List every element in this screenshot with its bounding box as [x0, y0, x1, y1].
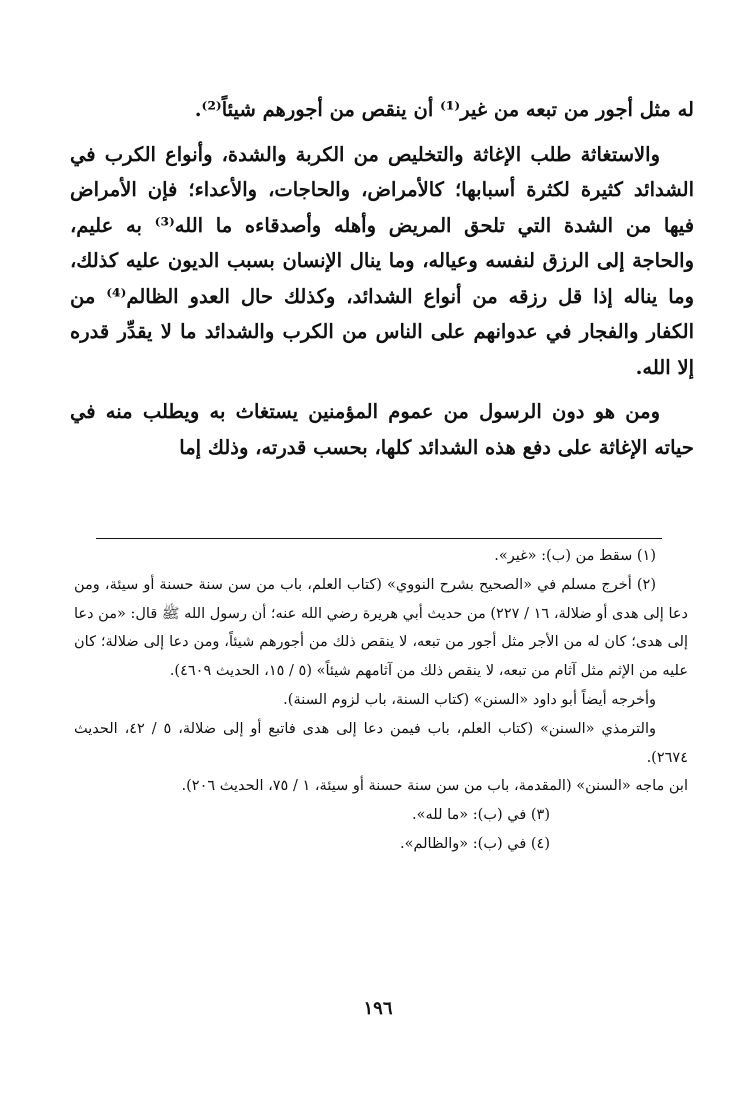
- footnote-4: (٤) في (ب): «والظالم».: [399, 835, 550, 852]
- footnote-divider: [96, 538, 662, 539]
- footnote-2: (٢) أخرج مسلم في «الصحيح بشرح النووي» (كتاب العلم، باب من سن سنة حسنة أو سيئة، ومن دعا إلى هدى أو ضلالة، ١٦ / ٢٢٧) من حديث أبي هريرة رضي الله عنه؛ أن رسول الله ﷺ قال: «من دعا إلى هدى؛ كان له من الأجر مثل أجور من تبعه، لا ينقص ذلك من أجورهم شيئاً، ومن دعا إلى ضلالة؛ كان عليه من الإثم مثل آثام من تبعه، لا ينقص ذلك من آثامهم شيئاً» (٥ / ١٥، الحديث ٤٦٠٩).: [74, 576, 688, 680]
- paragraph-below-rasul: ومن هو دون الرسول من عموم المؤمنين يستغاث به ويطلب منه في حياته الإغاثة على دفع هذه الشدائد كلها، بحسب قدرته، وذلك إما: [70, 400, 694, 459]
- footnote-2-abu-dawud: وأخرجه أيضاً أبو داود «السنن» (كتاب السنة، باب لزوم السنة).: [283, 691, 656, 708]
- footnote-2-ibn-majah: ابن ماجه «السنن» (المقدمة، باب من سن سنة حسنة أو سيئة، ١ / ٧٥، الحديث ٢٠٦).: [181, 778, 688, 795]
- footnote-1: (١) سقط من (ب): «غير».: [494, 548, 656, 564]
- footnote-3: (٣) في (ب): «ما لله».: [412, 807, 550, 824]
- page-number: ١٩٦: [363, 998, 393, 1019]
- paragraph-istighatha: والاستغاثة طلب الإغاثة والتخليص من الكربة والشدة، وأنواع الكرب في الشدائد كثيرة لكثرة أسبابها؛ كالأمراض، والحاجات، والأعداء؛ فإن الأمراض فيها من الشدة التي تلحق المريض وأهله وأصدقاءه ما الله⁽³⁾ به عليم، والحاجة إلى الرزق لنفسه وعياله، وما ينال الإنسان بسبب الديون عليه كذلك، وما يناله إذا قل رزقه من أنواع الشدائد، وكذلك حال العدو الظالم⁽⁴⁾ من الكفار والفجار في عدوانهم على الناس من الكرب والشدائد ما لا يقدِّر قدره إلا الله.: [70, 142, 695, 379]
- footnote-2-tirmidhi: والترمذي «السنن» (كتاب العلم، باب فيمن دعا إلى هدى فاتبع أو إلى ضلالة، ٥ / ٤٢، الحديث ٢٦٧٤).: [74, 720, 688, 766]
- paragraph-continuation: له مثل أجور من تبعه من غير⁽¹⁾ أن ينقص من أجورهم شيئاً⁽²⁾.: [194, 98, 694, 121]
- footnotes: [74, 542, 688, 859]
- main-text: [70, 92, 694, 474]
